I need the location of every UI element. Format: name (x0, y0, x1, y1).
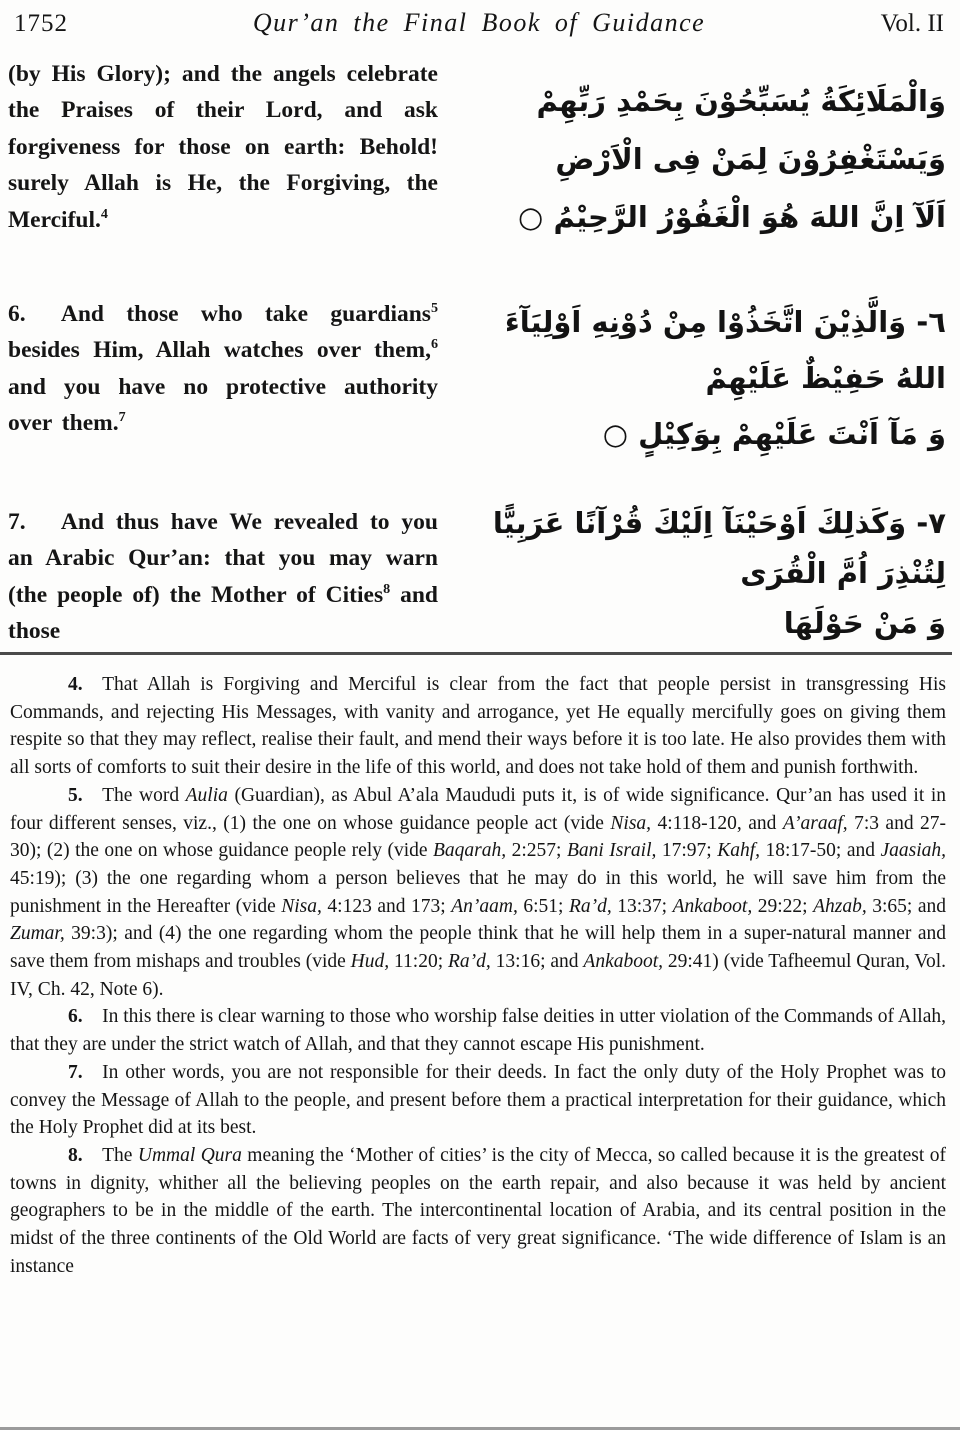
footnote-4: 4. That Allah is Forgiving and Merciful is clear from the fact that people persist in transgressing His Commands, and rejecting His Messages, with vanity and arrogance, yet He equally mercifully goes on giving them respite so that they may reflect, realise their fault, and mend their ways before it is too late. He also provides them with all sorts of comforts to suit their desire in the life of this world, and does not take hold of them and punish forthwith. (10, 674, 946, 779)
english-column (0, 50, 438, 288)
footnote-6: 6. In this there is clear warning to those who worship false deities in utter violation of the Commands of Allah, that they are under the strict watch of Allah, and that they cannot escape His punishment. (10, 1006, 946, 1056)
arabic-line: ٦- وَالَّذِيْنَ اتَّخَذُوْا مِنْ دُوْنِهِ اَوْلِيَآءَ (504, 305, 946, 339)
arabic-line: وَ مَنْ حَوْلَهَا (783, 606, 946, 640)
english-column (0, 288, 438, 494)
english-verse-5-continuation: (by His Glory); and the angels celebrate the Praises of their Lord, and ask forgiveness for those on earth: Behold! surely Allah is He, the Forgiving, the Merciful.$^4$ (8, 61, 438, 233)
verse-row-5 (0, 50, 960, 288)
arabic-verse-5 (438, 50, 960, 288)
volume-label: Vol. II (880, 10, 944, 37)
arabic-line: اَلَآ اِنَّ اللهَ هُوَ الْغَفُوْرُ الرَّحِيْمُ ○ (518, 200, 946, 234)
footnote-7: 7. In other words, you are not responsible for their deeds. In fact the only duty of the Holy Prophet was to convey the Message of Allah to the people, and present before them a practical interpretation for their guidance, which the Holy Prophet did at its best. (10, 1061, 946, 1139)
english-verse-7: 7. And thus have We revealed to you an Arabic Qur’an: that you may warn (the people of) the Mother of Cities$^8$ and those (8, 509, 438, 645)
arabic-line: وَيَسْتَغْفِرُوْنَ لِمَنْ فِى الْاَرْضِ (555, 142, 946, 176)
arabic-verse-7 (438, 494, 960, 650)
verse-row-7 (0, 494, 960, 650)
arabic-line: لِتُنْذِرَ اُمَّ الْقُرَى (740, 556, 946, 590)
page-number: 1752 (14, 10, 68, 37)
arabic-verse-6 (438, 288, 960, 494)
arabic-line: ٧- وَكَذلِكَ اَوْحَيْنَآ اِلَيْكَ قُرْآنًا عَرَبِيًّا (492, 506, 946, 540)
english-verse-6: 6. And those who take guardians$^5$ besides Him, Allah watches over them,$^6$ and you have no protective authority over them.$^7$ (8, 300, 438, 437)
footnotes-section (0, 655, 960, 1280)
arabic-line: وَ مَآ اَنْتَ عَلَيْهِمْ بِوَكِيْلٍ ○ (602, 417, 946, 451)
footnote-8: 8. The Ummal Qura meaning the ‘Mother of cities’ is the city of Mecca, so called because it is the greatest of towns in dignity, whither all the believing peoples on the earth repair, and also because it was held by ancient geographers to be in the middle of the earth. The intercontinental location of Arabia, and its central position in the midst of the three continents of the Old World are facts of very great significance. ‘The wide difference of Islam is an instance (10, 1144, 946, 1277)
english-column (0, 494, 438, 650)
arabic-line: اللهُ حَفِيْظٌ عَلَيْهِمْ (705, 361, 946, 395)
running-title: Qur’an the Final Book of Guidance (252, 8, 706, 37)
footnote-5: 5. The word Aulia (Guardian), as Abul A’ala Maududi puts it, is of wide significance. Qur’an has used it in four different senses, viz., (1) the one on whose guidance people act (vide Nisa, 4:118-120, and A’araaf, 7:3 and 27-30); (2) the one on whose guidance people rely (vide Baqarah, 2:257; Bani Israil, 17:97; Kahf, 18:17-50; and Jaasiah, 45:19); (3) the one regarding whom a person believes that he may do in this world, he will save him from the punishment in the Hereafter (vide Nisa, 4:123 and 173; An’aam, 6:51; Ra’d, 13:37; Ankaboot, 29:22; Ahzab, 3:65; and Zumar, 39:3); and (4) the one regarding whom the people think that he will help them in a super-natural manner and save them from mishaps and troubles (vide Hud, 11:20; Ra’d, 13:16; and Ankaboot, 29:41) (vide Tafheemul Quran, Vol. IV, Ch. 42, Note 6). (10, 784, 947, 1000)
verse-row-6 (0, 288, 960, 494)
verse-section (0, 50, 960, 650)
page-header (0, 0, 960, 38)
arabic-line: وَالْمَلَائِكَةُ يُسَبِّحُوْنَ بِحَمْدِ رَبِّهِمْ (536, 84, 946, 118)
